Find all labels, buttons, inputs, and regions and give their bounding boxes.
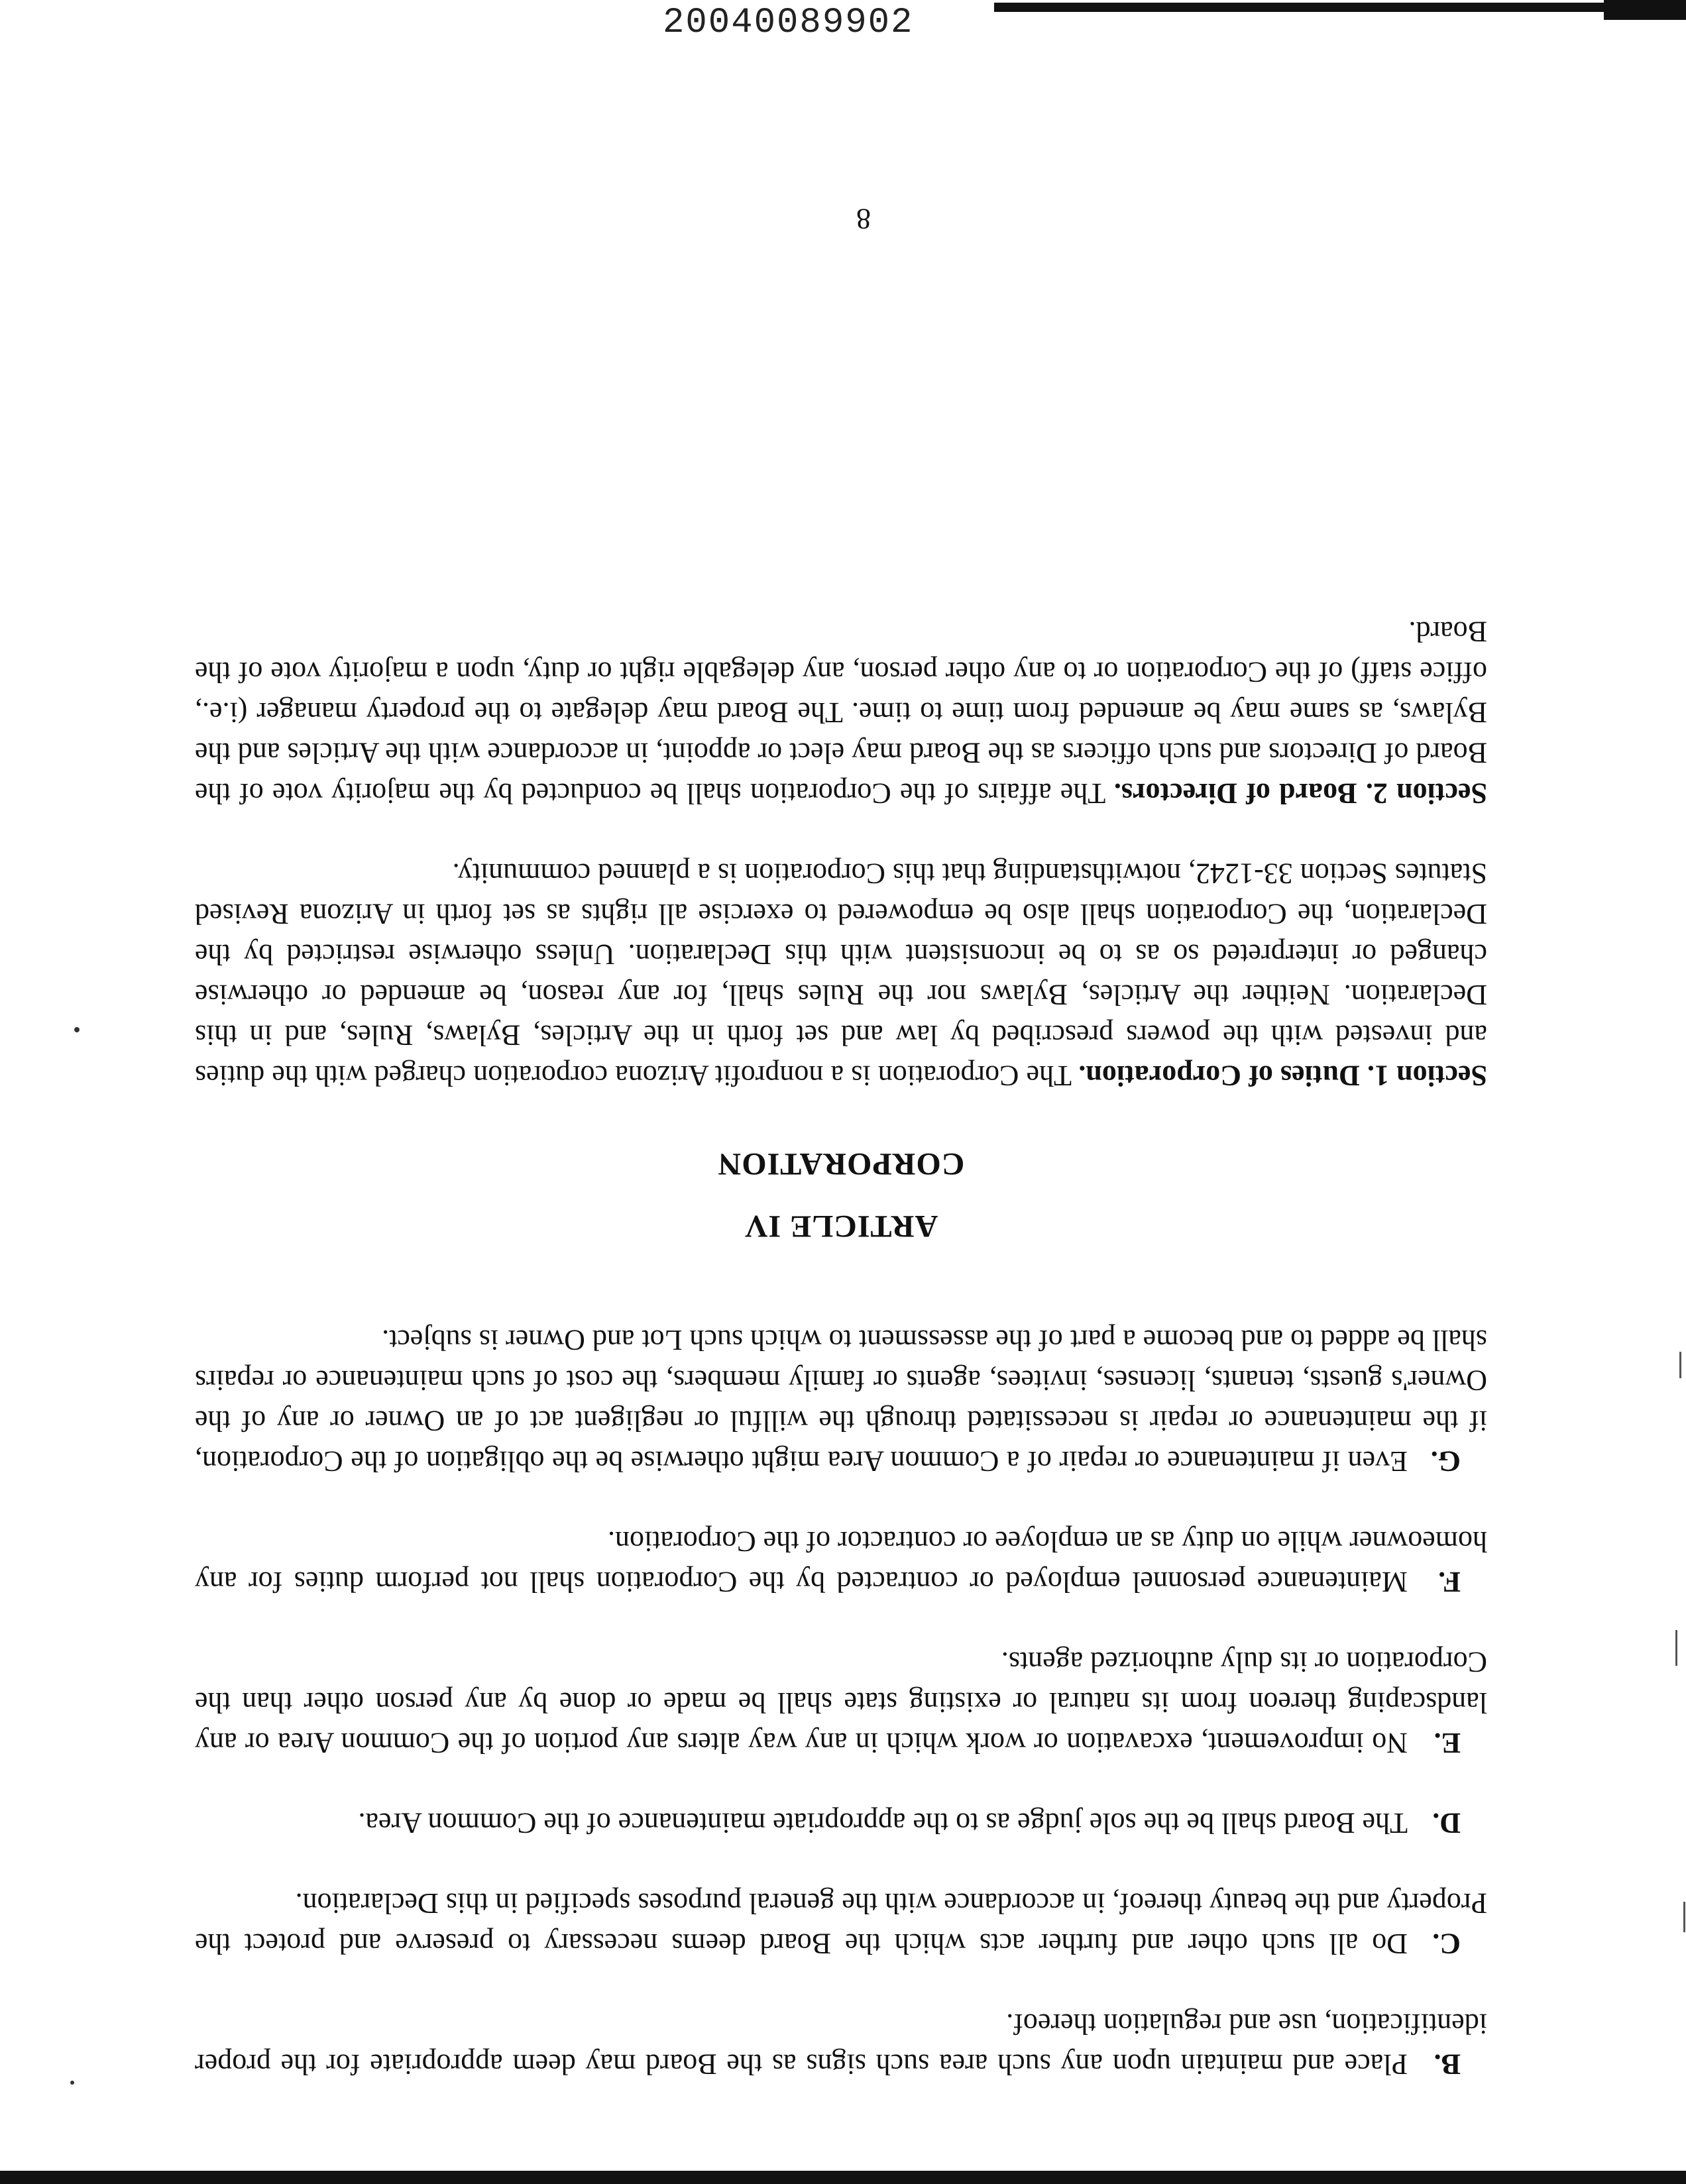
section-2-title: Board of Directors. (1113, 777, 1357, 810)
item-g (195, 1320, 1487, 1482)
scan-margin-mark (1675, 1630, 1677, 1666)
item-b-letter: B. (1433, 2048, 1461, 2081)
item-g-letter: G. (1430, 1445, 1461, 1478)
item-g-text: Even if maintenance or repair of a Common Area might otherwise be the obligation of the Corporation, if the maintenance or repair is necessitated through the willful or negligent act of an Owner or any of the Owner's guests, tenants, licenses, invitees, agents or family members, the cost of such maintenance or repairs shall be added to and become a part of the assessment to which such Lot and Owner is subject. (195, 1324, 1487, 1478)
item-f (195, 1521, 1487, 1602)
bottom-scan-rule (0, 2171, 1686, 2184)
scan-speck (74, 1027, 80, 1032)
item-e-letter: E. (1433, 1727, 1461, 1759)
item-f-text: Maintenance personnel employed or contracted by the Corporation shall not perform duties for any homeowner while on duty as an employee or contractor of the Corporation. (195, 1525, 1487, 1598)
section-2 (195, 612, 1487, 814)
top-scan-rule-tail (1604, 0, 1686, 20)
item-f-letter: F. (1438, 1566, 1461, 1598)
section-2-text: The affairs of the Corporation shall be conducted by the majority vote of the Board of Directors and such officers as the Board may elect or appoint, in accordance with the Articles and the Bylaws, as same may be amended from time to time. The Board may delegate to the property manager (i.e., office staff) of the Corporation or to any other person, any delegable right or duty, upon a majority vote of the Board. (194, 616, 1487, 810)
top-scan-rule (994, 3, 1686, 12)
item-e (195, 1642, 1487, 1763)
section-1 (195, 853, 1487, 1096)
item-d (195, 1803, 1487, 1843)
document-body (195, 612, 1487, 2085)
article-number: ARTICLE IV (744, 1209, 938, 1244)
item-b (195, 2004, 1487, 2085)
section-1-text: The Corporation is a nonprofit Arizona corporation charged with the duties and invested with the powers prescribed by law and set forth in the Articles, Bylaws, Rules, and in this Declaration. Neither the Articles, Bylaws nor the Rules shall, for any reason, be amended or otherwise changed or interpreted so as to be inconsistent with this Declaration. Unless otherwise restricted by the Declaration, the Corporation shall also be empowered to exercise all rights as set forth in Arizona Revised Statutes Section 33-1242, notwithstanding that this Corporation is a planned community. (195, 857, 1487, 1092)
item-c (195, 1883, 1487, 1964)
item-e-text: No improvement, excavation or work which in any way alters any portion of the Common Area or any landscaping thereon from its natural or existing state shall be made or done by any person other than the Corporation or its duly authorized agents. (195, 1646, 1487, 1759)
item-d-letter: D. (1432, 1807, 1461, 1839)
article-title: CORPORATION (717, 1146, 965, 1181)
item-d-text: The Board shall be the sole judge as to the appropriate maintenance of the Common Area. (358, 1807, 1408, 1839)
section-2-label: Section 2. (1365, 777, 1487, 810)
document-number: 20040089902 (663, 3, 914, 43)
scan-speck (70, 2081, 74, 2085)
item-c-letter: C. (1432, 1928, 1461, 1960)
item-b-text: Place and maintain upon any such area such signs as the Board may deem appropriate for the proper identification, use and regulation thereof. (195, 2008, 1487, 2081)
section-1-label: Section 1. (1367, 1060, 1487, 1092)
scan-margin-mark (1679, 1352, 1681, 1378)
section-1-title: Duties of Corporation. (1078, 1060, 1360, 1092)
item-c-text: Do all such other and further acts which the Board deems necessary to preserve and protect the Property and the beauty thereof, in accordance with the general purposes specified in this Declaration. (195, 1887, 1487, 1960)
scan-margin-mark (1683, 1902, 1685, 1932)
page-number: 8 (856, 203, 871, 235)
